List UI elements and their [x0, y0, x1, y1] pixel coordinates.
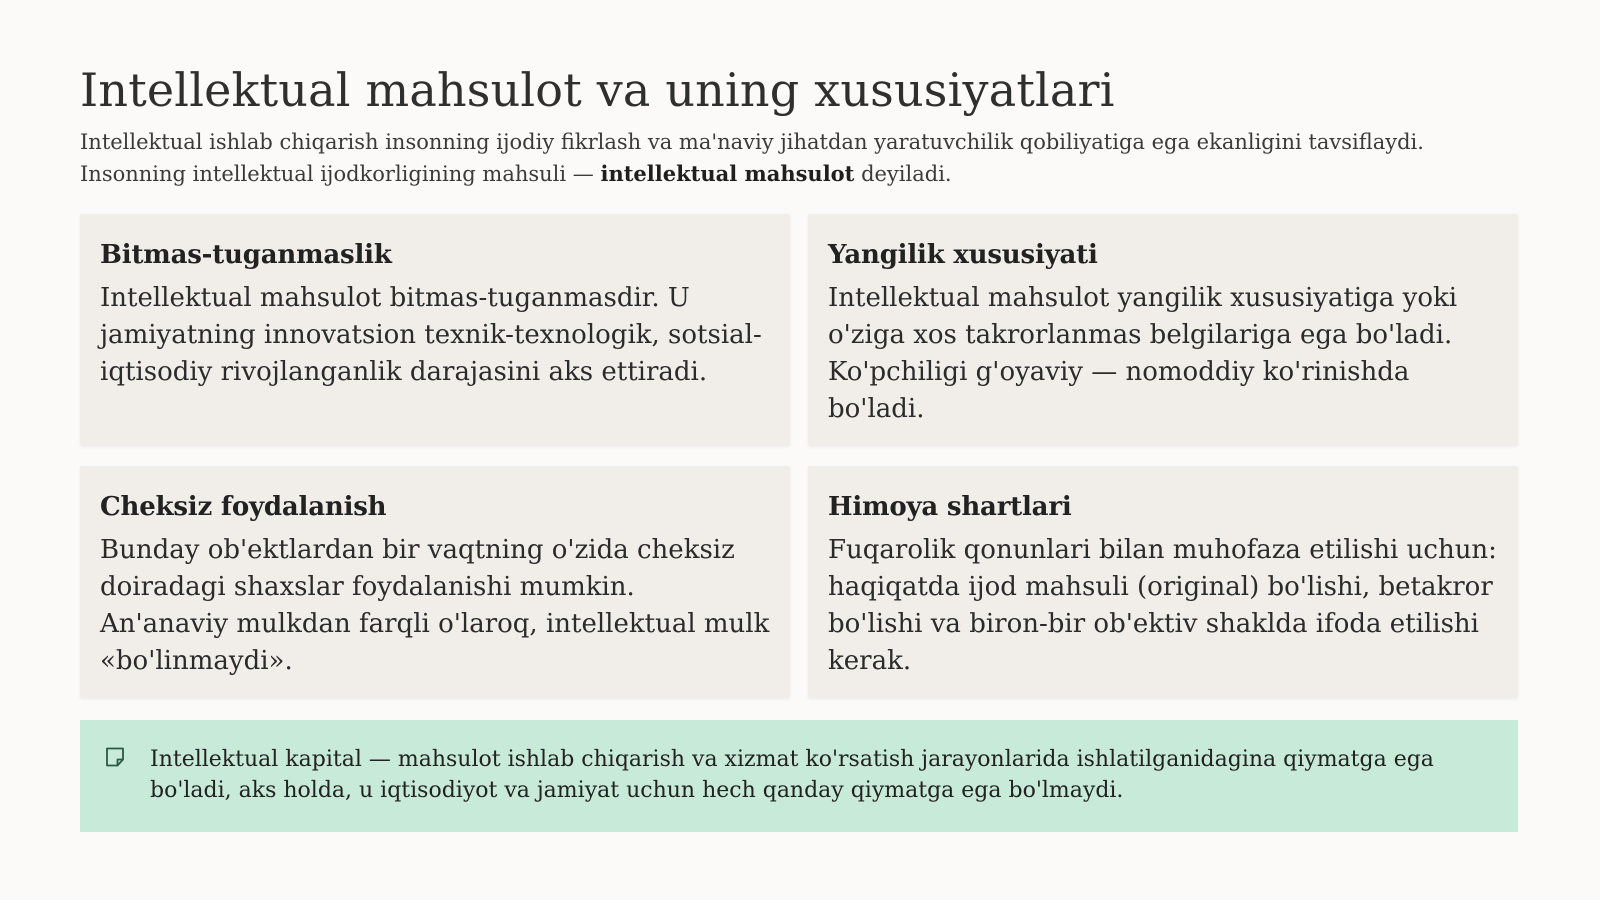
property-card-novelty — [808, 214, 1518, 446]
intro-text — [80, 127, 1500, 190]
card-body: Intellektual mahsulot yangilik xususiyatiga yoki o'ziga xos takrorlanmas belgilariga ega bo'ladi. Ko'pchiligi g'oyaviy — nomoddiy ko'rinishda bo'ladi. — [828, 282, 1458, 424]
property-card-unlimited-use — [80, 466, 790, 698]
note-icon — [104, 746, 126, 768]
card-body: Fuqarolik qonunlari bilan muhofaza etilishi uchun: haqiqatda ijod mahsuli (original) bo'lishi, betakror bo'lishi va biron-bir ob'ektiv shaklda ifoda etilishi kerak. — [828, 534, 1497, 676]
note-callout — [80, 720, 1518, 832]
intro-line-1: Intellektual ishlab chiqarish insonning ijodiy fikrlash va ma'naviy jihatdan yaratuvchilik qobiliyatiga ega ekanligini tavsiflaydi. — [80, 129, 1424, 154]
intro-line-2-start: Insonning intellektual ijodkorligining mahsuli — — [80, 161, 601, 186]
card-body: Bunday ob'ektlardan bir vaqtning o'zida cheksiz doiradagi shaxslar foydalanishi mumkin. An'anaviy mulkdan farqli o'laroq, intellektual mulk «bo'linmaydi». — [100, 534, 770, 676]
card-title: Yangilik xususiyati — [828, 239, 1098, 270]
card-title: Himoya shartlari — [828, 491, 1072, 522]
property-card-inexhaustibility — [80, 214, 790, 446]
intro-line-2-end: deyiladi. — [854, 161, 952, 186]
intro-highlight: intellektual mahsulot — [600, 160, 855, 186]
property-card-protection — [808, 466, 1518, 698]
properties-grid — [80, 214, 1520, 698]
card-title: Bitmas-tuganmaslik — [100, 239, 392, 270]
page-title: Intellektual mahsulot va uning xususiyatlari — [80, 63, 1115, 117]
card-body: Intellektual mahsulot bitmas-tuganmasdir. U jamiyatning innovatsion texnik-texnologik, sotsial-iqtisodiy rivojlanganlik darajasini aks ettiradi. — [100, 282, 762, 387]
card-title: Cheksiz foydalanish — [100, 491, 387, 522]
note-text: Intellektual kapital — mahsulot ishlab chiqarish va xizmat ko'rsatish jarayonlarida ishlatilganidagina qiymatga ega bo'ladi, aks holda, u iqtisodiyot va jamiyat uchun hech qanday qiymatga ega bo'lmaydi. — [150, 746, 1434, 803]
